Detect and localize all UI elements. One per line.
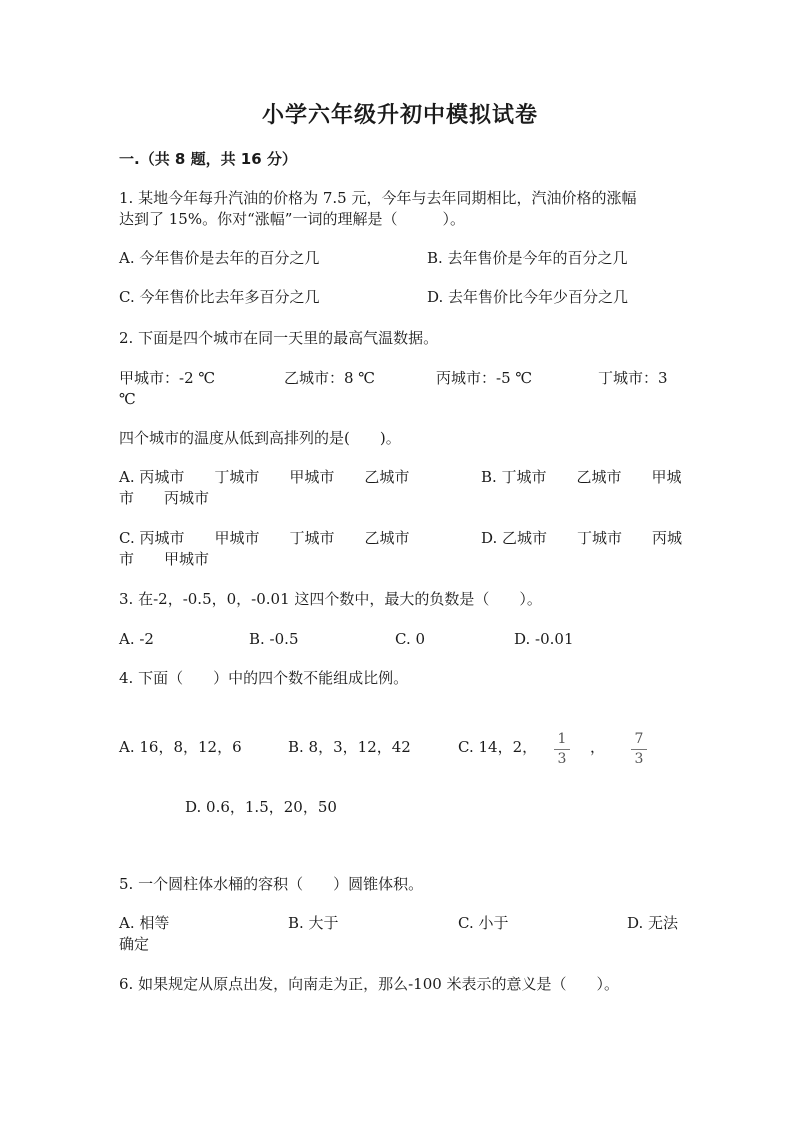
question-4-option-d: D. 0.6，1.5，20，50	[185, 798, 337, 816]
question-4-option-b: B. 8，3，12，42	[288, 738, 411, 756]
question-3-option-d: D. -0.01	[514, 630, 574, 648]
question-2-option-b-line-1: B. 丁城市 乙城市 甲城	[481, 468, 682, 486]
question-4-text: 4. 下面（ ）中的四个数不能组成比例。	[119, 669, 409, 687]
question-5-option-d-line-1: D. 无法	[627, 914, 679, 932]
question-1-option-a: A. 今年售价是去年的百分之几	[119, 249, 320, 267]
question-3-option-b: B. -0.5	[249, 630, 299, 648]
question-3-text: 3. 在-2，-0.5，0，-0.01 这四个数中，最大的负数是（ ）。	[119, 590, 542, 608]
section-heading: 一.（共 8 题，共 16 分）	[119, 150, 297, 168]
question-1-option-d: D. 去年售价比今年少百分之几	[427, 288, 629, 306]
question-4-fraction-2	[628, 731, 650, 768]
question-4-fraction-1	[551, 731, 573, 768]
fraction-2-numerator: 7	[634, 731, 644, 747]
question-2-city-4: 丁城市：3	[598, 369, 668, 387]
question-2-option-d-line-1: D. 乙城市 丁城市 丙城	[481, 529, 683, 547]
question-2-option-a: A. 丙城市 丁城市 甲城市 乙城市	[119, 468, 410, 486]
question-2-option-b-line-2: 市 丙城市	[119, 489, 210, 507]
question-1-option-c: C. 今年售价比去年多百分之几	[119, 288, 320, 306]
question-3-option-c: C. 0	[395, 630, 426, 648]
question-1-option-b: B. 去年售价是今年的百分之几	[427, 249, 628, 267]
question-5-option-b: B. 大于	[288, 914, 339, 932]
question-2-text: 2. 下面是四个城市在同一天里的最高气温数据。	[119, 329, 439, 347]
question-4-option-a: A. 16，8，12，6	[119, 738, 242, 756]
fraction-2-denominator: 3	[634, 751, 644, 767]
question-4-option-c: C. 14，2，	[458, 738, 538, 756]
question-5-text: 5. 一个圆柱体水桶的容积（ ）圆锥体积。	[119, 875, 424, 893]
question-2-city-1: 甲城市：-2 ℃	[119, 369, 216, 387]
fraction-1-numerator: 1	[557, 731, 567, 747]
question-2-city-4-unit: ℃	[119, 390, 136, 408]
page-title: 小学六年级升初中模拟试卷	[261, 103, 538, 128]
fraction-1-denominator: 3	[557, 751, 567, 767]
question-5-option-c: C. 小于	[458, 914, 509, 932]
question-3-option-a: A. -2	[119, 630, 154, 648]
question-4-option-c-separator: ，	[590, 738, 606, 756]
question-6-text: 6. 如果规定从原点出发，向南走为正，那么-100 米表示的意义是（ ）。	[119, 975, 620, 993]
question-5-option-d-line-2: 确定	[119, 935, 150, 953]
question-1-line-2: 达到了 15%。你对“涨幅”一词的理解是（ ）。	[119, 210, 465, 228]
question-5-option-a: A. 相等	[119, 914, 170, 932]
question-2-option-c: C. 丙城市 甲城市 丁城市 乙城市	[119, 529, 410, 547]
question-1-line-1: 1. 某地今年每升汽油的价格为 7.5 元，今年与去年同期相比，汽油价格的涨幅	[119, 189, 637, 207]
question-2-question: 四个城市的温度从低到高排列的是( )。	[119, 429, 401, 447]
question-2-city-2: 乙城市：8 ℃	[284, 369, 376, 387]
question-2-city-3: 丙城市：-5 ℃	[436, 369, 533, 387]
question-2-option-d-line-2: 市 甲城市	[119, 550, 210, 568]
